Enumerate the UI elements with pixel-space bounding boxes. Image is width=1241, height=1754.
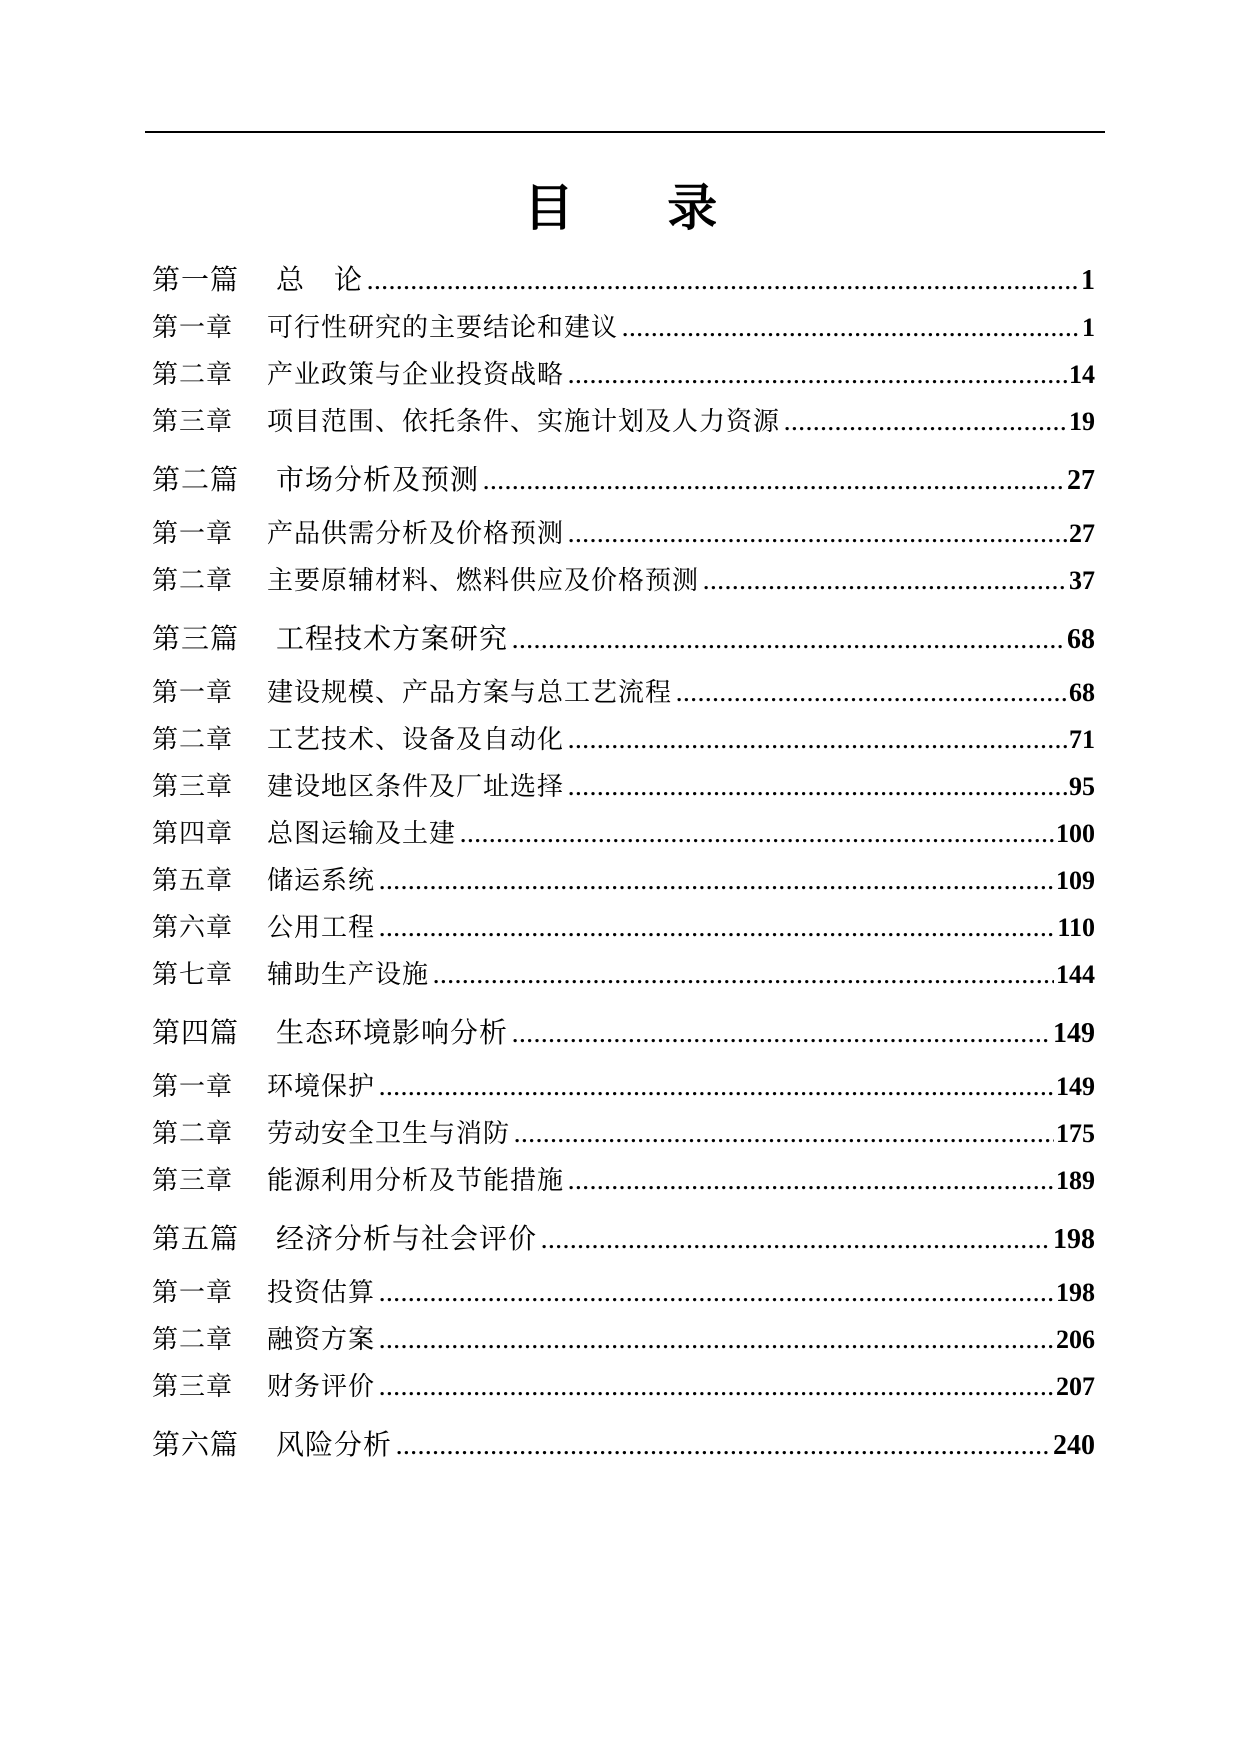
toc-page-number: 207 (1056, 1372, 1095, 1401)
toc-dot-leader (396, 1419, 1051, 1479)
toc-page-number: 14 (1069, 360, 1095, 389)
toc-page-number: 175 (1056, 1119, 1095, 1148)
toc-chapter-entry[interactable] (152, 716, 1095, 763)
toc-dot-leader (676, 672, 1067, 719)
toc-entry-title: 环境保护 (267, 1072, 376, 1102)
toc-entry-title: 可行性研究的主要结论和建议 (267, 313, 619, 343)
toc-part-entry[interactable] (152, 1003, 1095, 1063)
toc-entry-number: 第三章 (152, 1372, 234, 1402)
toc-entry-title: 建设地区条件及厂址选择 (267, 772, 565, 802)
toc-dot-leader (568, 719, 1067, 766)
toc-page-number: 19 (1069, 407, 1095, 436)
toc-page-number: 68 (1069, 678, 1095, 707)
toc-entry-number: 第四章 (152, 819, 234, 849)
toc-dot-leader (703, 560, 1067, 607)
toc-entry-title: 项目范围、依托条件、实施计划及人力资源 (267, 407, 781, 437)
toc-part-entry[interactable] (152, 1415, 1095, 1475)
page-title: 目 录 (523, 179, 756, 237)
toc-entry-number: 第二章 (152, 1119, 234, 1149)
toc-chapter-entry[interactable] (152, 1363, 1095, 1410)
toc-dot-leader (379, 860, 1054, 907)
toc-entry-title: 建设规模、产品方案与总工艺流程 (267, 678, 673, 708)
toc-entry-number: 第四篇 (152, 1016, 240, 1049)
toc-page-number: 1 (1082, 313, 1095, 342)
toc-chapter-entry[interactable] (152, 951, 1095, 998)
toc-dot-leader (483, 454, 1065, 514)
toc-dot-leader (622, 307, 1080, 354)
toc-entry-number: 第一章 (152, 678, 234, 708)
toc-dot-leader (568, 354, 1067, 401)
toc-page-number: 198 (1056, 1278, 1095, 1307)
toc-chapter-entry[interactable] (152, 810, 1095, 857)
toc-entry-number: 第二章 (152, 725, 234, 755)
toc-entry-number: 第二章 (152, 566, 234, 596)
toc-entry-number: 第二章 (152, 1325, 234, 1355)
header-rule (145, 131, 1105, 133)
toc-page-number: 71 (1069, 725, 1095, 754)
toc-entry-title: 劳动安全卫生与消防 (267, 1119, 511, 1149)
toc-entry-number: 第三章 (152, 1166, 234, 1196)
toc-part-entry[interactable] (152, 1209, 1095, 1269)
toc-dot-leader (433, 954, 1054, 1001)
toc-page-number: 149 (1053, 1018, 1095, 1049)
toc-page-number: 68 (1067, 624, 1095, 655)
toc-dot-leader (379, 1272, 1054, 1319)
toc-entry-number: 第一章 (152, 519, 234, 549)
toc-dot-leader (568, 766, 1067, 813)
toc-dot-leader (568, 1160, 1054, 1207)
toc-page-number: 144 (1056, 960, 1095, 989)
toc-entry-title: 生态环境影响分析 (276, 1016, 509, 1049)
toc-page-number: 198 (1053, 1224, 1095, 1255)
toc-dot-leader (379, 1366, 1054, 1413)
toc-chapter-entry[interactable] (152, 1316, 1095, 1363)
toc-entry-title: 融资方案 (267, 1325, 376, 1355)
toc-entry-number: 第五篇 (152, 1222, 240, 1255)
toc-entry-number: 第六章 (152, 913, 234, 943)
toc-chapter-entry[interactable] (152, 557, 1095, 604)
toc-entry-number: 第七章 (152, 960, 234, 990)
toc-entry-title: 能源利用分析及节能措施 (267, 1166, 565, 1196)
toc-entry-title: 经济分析与社会评价 (276, 1222, 538, 1255)
toc-entry-title: 总 论 (276, 263, 364, 296)
toc-dot-leader (379, 907, 1055, 954)
toc-page-number: 37 (1069, 566, 1095, 595)
toc-entry-title: 总图运输及土建 (267, 819, 457, 849)
toc-dot-leader (379, 1319, 1054, 1366)
toc-dot-leader (514, 1113, 1054, 1160)
toc-entry-title: 产业政策与企业投资战略 (267, 360, 565, 390)
toc-part-entry[interactable] (152, 256, 1095, 304)
toc-entry-number: 第一章 (152, 1072, 234, 1102)
toc-entry-number: 第三章 (152, 772, 234, 802)
toc-entry-title: 主要原辅材料、燃料供应及价格预测 (267, 566, 700, 596)
toc-chapter-entry[interactable] (152, 1157, 1095, 1204)
toc-chapter-entry[interactable] (152, 1269, 1095, 1316)
toc-page-number: 27 (1069, 519, 1095, 548)
toc-entry-title: 产品供需分析及价格预测 (267, 519, 565, 549)
toc-entry-number: 第二章 (152, 360, 234, 390)
toc-page-number: 109 (1056, 866, 1095, 895)
toc-entry-title: 公用工程 (267, 913, 376, 943)
toc-chapter-entry[interactable] (152, 669, 1095, 716)
toc-dot-leader (541, 1213, 1051, 1273)
toc-dot-leader (512, 1007, 1051, 1067)
toc-page-number: 100 (1056, 819, 1095, 848)
toc-entry-number: 第三章 (152, 407, 234, 437)
toc-dot-leader (568, 513, 1067, 560)
toc-dot-leader (379, 1066, 1054, 1113)
toc-chapter-entry[interactable] (152, 351, 1095, 398)
toc-entry-number: 第三篇 (152, 622, 240, 655)
toc-chapter-entry[interactable] (152, 304, 1095, 351)
toc-entry-number: 第二篇 (152, 463, 240, 496)
toc-chapter-entry[interactable] (152, 904, 1095, 951)
toc-entry-title: 工艺技术、设备及自动化 (267, 725, 565, 755)
toc-chapter-entry[interactable] (152, 398, 1095, 445)
toc-page-number: 110 (1057, 913, 1095, 942)
toc-entry-title: 储运系统 (267, 866, 376, 896)
toc-chapter-entry[interactable] (152, 1110, 1095, 1157)
toc-entry-number: 第一篇 (152, 263, 240, 296)
toc-page-number: 27 (1067, 465, 1095, 496)
toc-page-number: 240 (1053, 1430, 1095, 1461)
toc-dot-leader (367, 260, 1079, 308)
toc-chapter-entry[interactable] (152, 857, 1095, 904)
toc-part-entry[interactable] (152, 609, 1095, 669)
toc-entry-title: 工程技术方案研究 (276, 622, 509, 655)
toc-entry-title: 财务评价 (267, 1372, 376, 1402)
toc-dot-leader (460, 813, 1054, 860)
toc-entry-title: 风险分析 (276, 1428, 393, 1461)
toc-part-entry[interactable] (152, 450, 1095, 510)
toc-page-number: 149 (1056, 1072, 1095, 1101)
toc-entry-number: 第五章 (152, 866, 234, 896)
toc-entry-title: 辅助生产设施 (267, 960, 430, 990)
toc-entry-title: 市场分析及预测 (276, 463, 480, 496)
toc-entry-number: 第一章 (152, 313, 234, 343)
toc-dot-leader (512, 613, 1065, 673)
toc-chapter-entry[interactable] (152, 510, 1095, 557)
toc-dot-leader (784, 401, 1067, 448)
toc-page-number: 95 (1069, 772, 1095, 801)
toc-chapter-entry[interactable] (152, 1063, 1095, 1110)
toc-page-number: 189 (1056, 1166, 1095, 1195)
toc-page-number: 1 (1081, 265, 1095, 296)
toc-chapter-entry[interactable] (152, 763, 1095, 810)
table-of-contents (152, 256, 1095, 1475)
toc-entry-number: 第一章 (152, 1278, 234, 1308)
toc-entry-title: 投资估算 (267, 1278, 376, 1308)
toc-entry-number: 第六篇 (152, 1428, 240, 1461)
toc-page-number: 206 (1056, 1325, 1095, 1354)
